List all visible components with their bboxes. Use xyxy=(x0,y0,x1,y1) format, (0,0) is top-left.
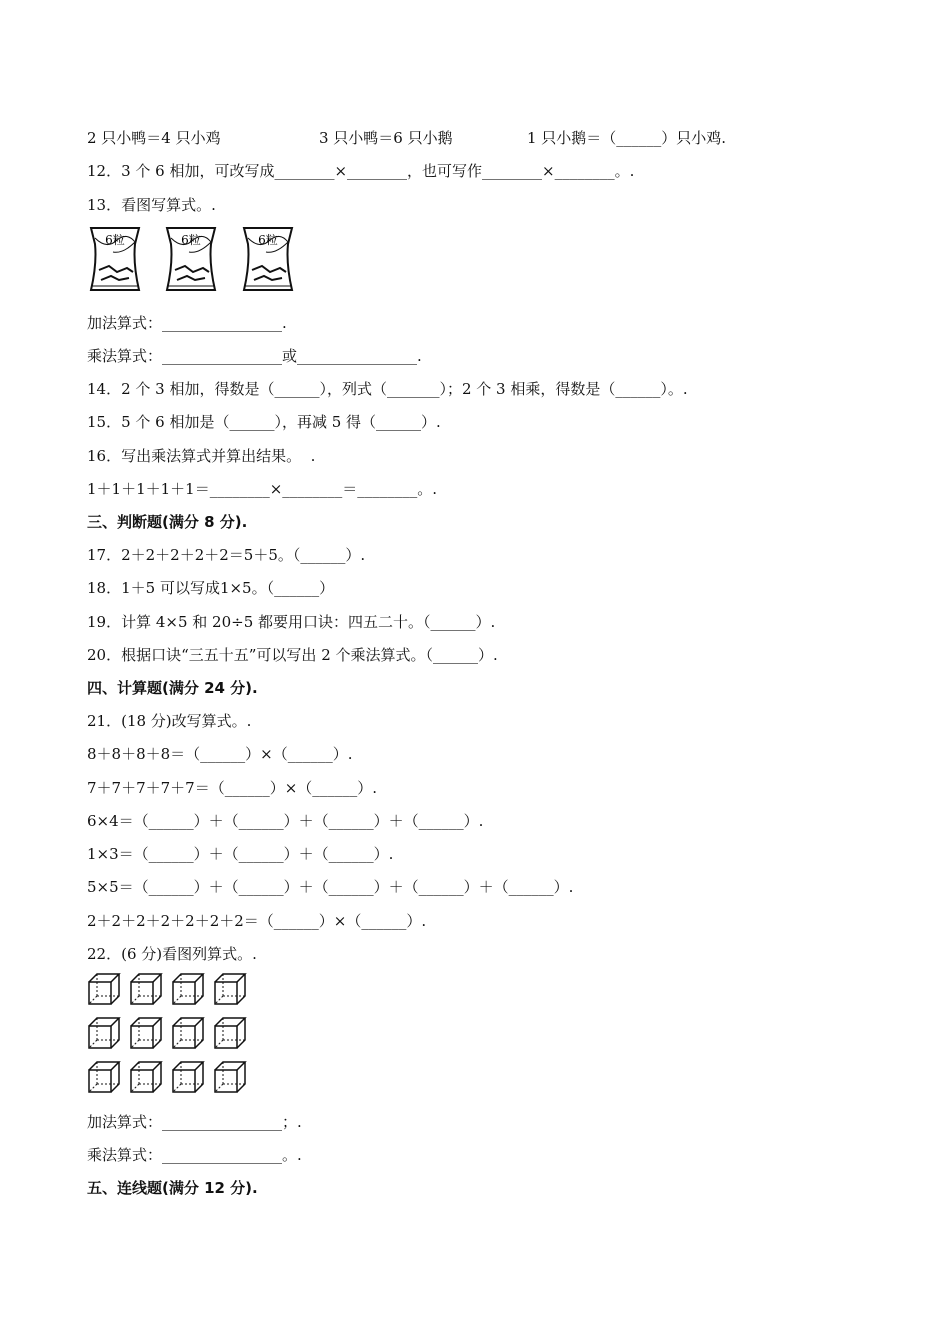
svg-text:6粒: 6粒 xyxy=(258,233,278,247)
candy-bag-1 xyxy=(87,224,143,294)
cube-icon xyxy=(87,972,121,1006)
section-5-title: 五、连线题(满分 12 分). xyxy=(87,1179,258,1197)
question-19: 19．计算 4×5 和 20÷5 都要用口诀：四五二十。（______）. xyxy=(87,613,496,631)
question-21-item-2: 7＋7＋7＋7＋7＝（______）×（______）. xyxy=(87,779,378,797)
svg-text:6粒: 6粒 xyxy=(181,233,201,247)
question-21: 21．(18 分)改写算式。. xyxy=(87,712,252,730)
question-13-multiplication: 乘法算式：________________或________________. xyxy=(87,347,422,365)
cube-icon xyxy=(129,972,163,1006)
question-15: 15．5 个 6 相加是（______），再减 5 得（______）. xyxy=(87,413,441,431)
question-13: 13．看图写算式。. xyxy=(87,196,216,214)
question-17: 17．2＋2＋2＋2＋2＝5＋5。（______）. xyxy=(87,546,366,564)
candy-bag-3 xyxy=(240,224,296,294)
cube-icon xyxy=(171,1016,205,1050)
cube-icon xyxy=(87,1016,121,1050)
cube-icon xyxy=(129,1016,163,1050)
cube-icon xyxy=(171,972,205,1006)
line-1a: 2 只小鸭＝4 只小鸡 xyxy=(87,129,221,147)
question-22-multiplication: 乘法算式：________________。. xyxy=(87,1146,302,1164)
question-16: 16．写出乘法算式并算出结果。 . xyxy=(87,447,316,465)
cube-icon xyxy=(129,1060,163,1094)
question-21-item-1: 8＋8＋8＋8＝（______）×（______）. xyxy=(87,745,353,763)
question-20: 20．根据口诀“三五十五”可以写出 2 个乘法算式。（______）. xyxy=(87,646,498,664)
line-1c: 1 只小鹅＝（______）只小鸡. xyxy=(527,129,727,147)
question-21-item-6: 2＋2＋2＋2＋2＋2＋2＝（______）×（______）. xyxy=(87,912,427,930)
question-21-item-3: 6×4＝（______）＋（______）＋（______）＋（______）. xyxy=(87,812,484,830)
question-18: 18．1＋5 可以写成1×5。（______） xyxy=(87,579,335,597)
section-4-title: 四、计算题(满分 24 分). xyxy=(87,679,258,697)
candy-bag-2 xyxy=(163,224,219,294)
question-22: 22．(6 分)看图列算式。. xyxy=(87,945,257,963)
question-21-item-4: 1×3＝（______）＋（______）＋（______）. xyxy=(87,845,394,863)
section-3-title: 三、判断题(满分 8 分). xyxy=(87,513,248,531)
cube-icon xyxy=(87,1060,121,1094)
line-1b: 3 只小鸭＝6 只小鹅 xyxy=(319,129,453,147)
question-14: 14．2 个 3 相加，得数是（______），列式（_______）；2 个 3 相乘，得数是（______）。. xyxy=(87,380,688,398)
cube-icon xyxy=(213,1016,247,1050)
cube-icon xyxy=(213,972,247,1006)
cube-icon xyxy=(213,1060,247,1094)
svg-text:6粒: 6粒 xyxy=(105,233,125,247)
question-12: 12．3 个 6 相加，可改写成________×________，也可写作________×________。. xyxy=(87,162,635,180)
cube-icon xyxy=(171,1060,205,1094)
question-22-addition: 加法算式：________________；. xyxy=(87,1113,302,1131)
question-16-equation: 1＋1＋1＋1＋1＝________×________＝________。. xyxy=(87,480,438,498)
question-21-item-5: 5×5＝（______）＋（______）＋（______）＋（______）＋（______）. xyxy=(87,878,574,896)
question-13-addition: 加法算式：________________. xyxy=(87,314,287,332)
